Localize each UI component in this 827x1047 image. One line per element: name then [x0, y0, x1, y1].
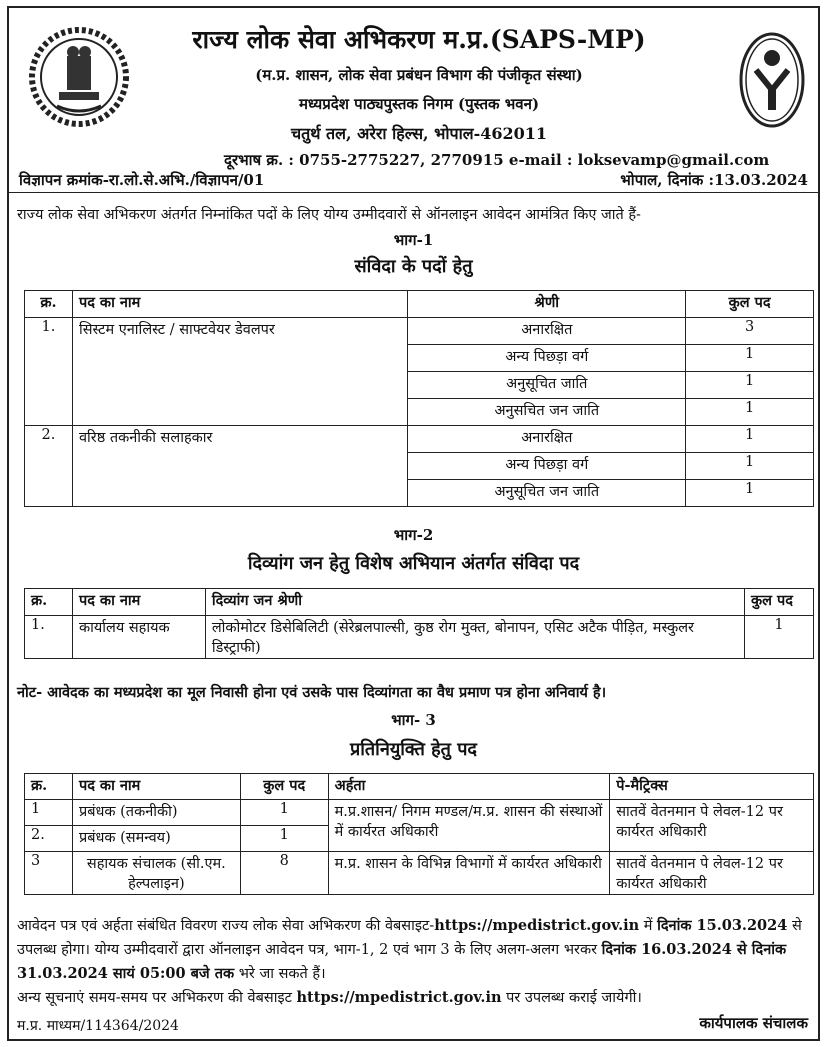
part1-label: भाग-1	[393, 231, 434, 249]
row-post: प्रबंधक (तकनीकी)	[72, 800, 240, 826]
row-sn: 3	[25, 852, 73, 895]
header-category: दिव्यांग जन श्रेणी	[205, 589, 744, 616]
header-pay-matrix: पे-मैट्रिक्स	[610, 774, 814, 800]
signatory: कार्यपालक संचालक	[699, 1014, 808, 1032]
row-category: अनुसूचित जाति	[408, 372, 686, 399]
part2-title: दिव्यांग जन हेतु विशेष अभियान अंतर्गत संविदा पद	[247, 553, 580, 574]
availability-date: दिनांक 15.03.2024	[657, 917, 788, 934]
row-total: 8	[240, 852, 328, 895]
row-post: कार्यालय सहायक	[72, 616, 205, 659]
footer-text-5: पर उपलब्ध कराई जायेगी।	[501, 990, 642, 1006]
row-category: अनारक्षित	[408, 318, 686, 345]
footer-text	[17, 914, 814, 1010]
org-building: मध्यप्रदेश पाठ्यपुस्तक निगम (पुस्तक भवन)	[298, 95, 540, 113]
part3-title: प्रतिनियुक्ति हेतु पद	[350, 739, 477, 760]
row-category: अन्य पिछड़ा वर्ग	[408, 453, 686, 480]
row-total: 1	[686, 345, 814, 372]
table-header-row	[25, 589, 814, 616]
row-total: 1	[686, 399, 814, 426]
row-category: लोकोमोटर डिसेबिलिटी (सेरेब्रलपाल्सी, कुष्ठ रोग मुक्त, बोनापन, एसिट अटैक पीड़ित, मस्कुलर डिस्ट्राफी)	[205, 616, 744, 659]
footer-text-2: से उपलब्ध होगा। योग्य उम्मीदवारों द्वारा ऑनलाइन आवेदन पत्र, भाग-1, 2 एवं भाग 3 के लिए अलग-अलग भरकर	[17, 918, 802, 958]
row-total: 1	[686, 372, 814, 399]
header	[9, 8, 818, 193]
header-sn: क्र.	[25, 291, 73, 318]
row-total: 3	[686, 318, 814, 345]
saps-logo-icon	[738, 30, 806, 130]
application-window: दिनांक 16.03.2024 से दिनांक 31.03.2024 सायं 05:00 बजे तक	[17, 941, 787, 982]
table-row	[25, 318, 814, 345]
row-pay-matrix: सातवें वेतनमान पे लेवल-12 पर कार्यरत अधिकारी	[610, 852, 814, 895]
row-qualification: म.प्र. शासन के विभिन्न विभागों में कार्यरत अधिकारी	[328, 852, 610, 895]
table-header-row	[25, 774, 814, 800]
row-post: सिस्टम एनालिस्ट / साफ्टवेयर डेवलपर	[72, 318, 408, 426]
website-link-1[interactable]: https://mpedistrict.gov.in	[434, 917, 640, 934]
header-post: पद का नाम	[72, 774, 240, 800]
header-sn: क्र.	[25, 774, 73, 800]
footer-text-4: अन्य सूचनाएं समय-समय पर अभिकरण की वेबसाइट	[17, 990, 297, 1006]
website-link-2[interactable]: https://mpedistrict.gov.in	[296, 989, 502, 1006]
part3-table	[24, 773, 814, 895]
part1-table	[24, 290, 814, 507]
row-total: 1	[240, 800, 328, 826]
row-post: सहायक संचालक (सी.एम. हेल्पलाइन)	[72, 852, 240, 895]
row-total: 1	[745, 616, 814, 659]
reference-number: म.प्र. माध्यम/114364/2024	[17, 1018, 179, 1034]
org-title: राज्य लोक सेवा अभिकरण म.प्र.(SAPS-MP)	[192, 25, 646, 54]
header-qualification: अर्हता	[328, 774, 610, 800]
table-row	[25, 800, 814, 826]
part2-table	[24, 588, 814, 659]
part3-label: भाग- 3	[391, 711, 436, 729]
footer-text-3: भरे जा सकते हैं।	[234, 966, 326, 982]
row-pay-matrix: सातवें वेतनमान पे लेवल-12 पर कार्यरत अधिकारी	[610, 800, 814, 852]
row-category: अनुसूचित जन जाति	[408, 480, 686, 507]
row-category: अन्य पिछड़ा वर्ग	[408, 345, 686, 372]
row-qualification: म.प्र.शासन/ निगम मण्डल/म.प्र. शासन की संस्थाओं में कार्यरत अधिकारी	[328, 800, 610, 852]
header-sn: क्र.	[25, 589, 73, 616]
row-post: वरिष्ठ तकनीकी सलाहकार	[72, 426, 408, 507]
header-post: पद का नाम	[72, 589, 205, 616]
advertisement-number: विज्ञापन क्रमांक-रा.लो.से.अभि./विज्ञापन/01	[19, 171, 265, 189]
row-post: प्रबंधक (समन्वय)	[72, 826, 240, 852]
row-sn: 1.	[25, 318, 73, 426]
table-row	[25, 426, 814, 453]
header-post: पद का नाम	[72, 291, 408, 318]
header-category: श्रेणी	[408, 291, 686, 318]
footer-text-1: आवेदन पत्र एवं अर्हता संबंधित विवरण राज्य लोक सेवा अभिकरण की वेबसाइट-	[17, 918, 435, 934]
part2-label: भाग-2	[393, 526, 434, 544]
header-total: कुल पद	[240, 774, 328, 800]
mp-state-emblem-icon	[29, 26, 129, 128]
org-subtitle: (म.प्र. शासन, लोक सेवा प्रबंधन विभाग की पंजीकृत संस्था)	[255, 66, 583, 84]
header-total: कुल पद	[686, 291, 814, 318]
row-total: 1	[686, 453, 814, 480]
row-sn: 1	[25, 800, 73, 826]
row-sn: 2.	[25, 426, 73, 507]
row-total: 1	[686, 480, 814, 507]
table-header-row	[25, 291, 814, 318]
row-total: 1	[686, 426, 814, 453]
row-total: 1	[240, 826, 328, 852]
table-row	[25, 852, 814, 895]
advertisement-date: भोपाल, दिनांक :13.03.2024	[620, 171, 808, 189]
contact-line: दूरभाष क्र. : 0755-2775227, 2770915 e-mail : loksevamp@gmail.com	[224, 151, 770, 169]
row-category: अनारक्षित	[408, 426, 686, 453]
org-address: चतुर्थ तल, अरेरा हिल्स, भोपाल-462011	[290, 124, 548, 143]
intro-text: राज्य लोक सेवा अभिकरण अंतर्गत निम्नांकित पदों के लिए योग्य उम्मीदवारों से ऑनलाइन आवेदन आमंत्रित किए जाते हैं-	[17, 207, 641, 223]
row-sn: 1.	[25, 616, 73, 659]
advertisement-page	[7, 6, 820, 1041]
footer-text-1b: में	[639, 918, 653, 934]
row-sn: 2.	[25, 826, 73, 852]
header-total: कुल पद	[745, 589, 814, 616]
table-row	[25, 616, 814, 659]
note-text: नोट- आवेदक का मध्यप्रदेश का मूल निवासी होना एवं उसके पास दिव्यांगता का वैध प्रमाण पत्र होना अनिवार्य है।	[17, 684, 607, 701]
row-category: अनुसचित जन जाति	[408, 399, 686, 426]
part1-title: संविदा के पदों हेतु	[354, 256, 473, 277]
